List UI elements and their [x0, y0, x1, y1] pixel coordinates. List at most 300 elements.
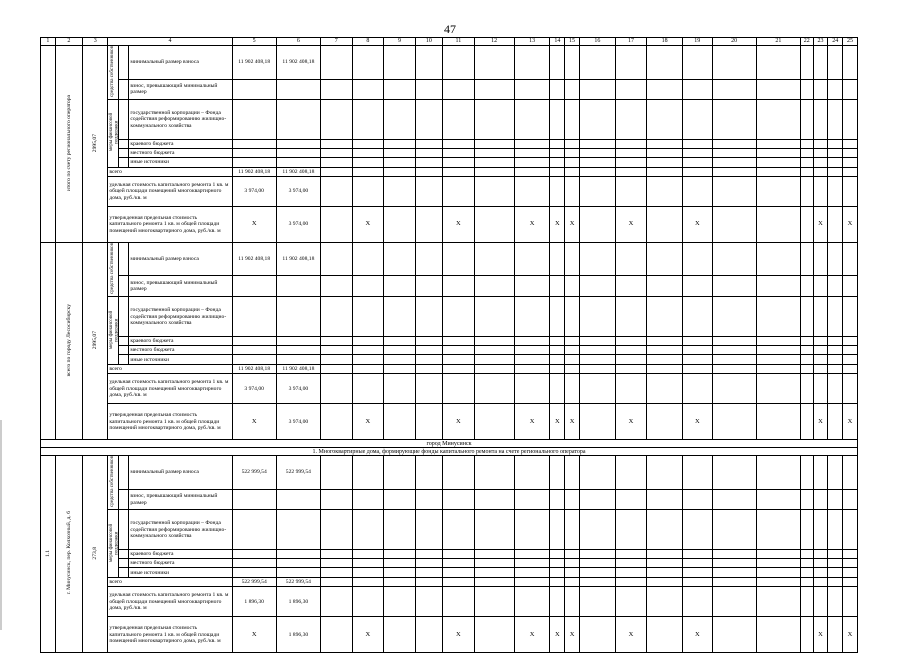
table-cell — [565, 297, 580, 337]
header-cell: 17 — [615, 38, 647, 46]
table-cell — [514, 177, 550, 207]
table-cell — [712, 207, 756, 243]
table-row — [41, 275, 858, 296]
table-cell — [321, 158, 353, 168]
table-cell — [843, 168, 858, 177]
table-cell — [276, 489, 320, 509]
table-cell — [800, 578, 813, 587]
table-cell — [843, 140, 858, 149]
table-cell — [565, 587, 580, 617]
table-cell — [550, 140, 565, 149]
table-cell — [276, 346, 320, 355]
table-cell — [474, 550, 514, 559]
support-group-text: меры финансовой поддержки — [109, 113, 120, 152]
table-cell — [276, 355, 320, 365]
table-cell — [514, 337, 550, 346]
header-cell: 9 — [384, 38, 416, 46]
support-group-text: меры финансовой поддержки — [109, 523, 120, 562]
row-label: краевого бюджета — [129, 140, 232, 149]
table-cell — [565, 355, 580, 365]
table-cell — [474, 568, 514, 578]
table-cell — [683, 365, 712, 374]
table-row — [41, 559, 858, 568]
table-cell — [474, 158, 514, 168]
table-cell — [756, 158, 800, 168]
row-label: государственной корпорации – Фонда содействия реформированию жилищно-коммунального хозяйства — [129, 297, 232, 337]
table-cell — [800, 149, 813, 158]
table-cell — [232, 275, 276, 296]
table-cell — [232, 355, 276, 365]
table-cell — [474, 149, 514, 158]
table-cell — [514, 456, 550, 490]
table-cell — [232, 346, 276, 355]
table-cell — [384, 374, 416, 404]
table-cell — [474, 297, 514, 337]
table-cell — [615, 158, 647, 168]
table-cell — [828, 168, 843, 177]
table-cell — [756, 140, 800, 149]
table-row — [41, 346, 858, 355]
table-cell — [800, 100, 813, 140]
table-cell — [579, 355, 615, 365]
value-cell: 11 902 408,18 — [232, 243, 276, 276]
row-label: иные источники — [129, 355, 232, 365]
table-cell — [565, 346, 580, 355]
table-cell — [683, 337, 712, 346]
row-label: взнос, превышающий минимальный размер — [129, 79, 232, 99]
table-cell — [647, 177, 683, 207]
x-mark: X — [514, 617, 550, 653]
table-row — [41, 100, 858, 140]
table-cell — [843, 346, 858, 355]
table-cell — [232, 100, 276, 140]
table-cell — [352, 365, 384, 374]
table-cell — [474, 355, 514, 365]
table-cell — [232, 158, 276, 168]
header-cell: 5 — [232, 38, 276, 46]
table-row — [41, 510, 858, 550]
table-cell — [321, 275, 353, 296]
table-cell — [683, 510, 712, 550]
table-cell — [415, 346, 442, 355]
table-cell — [647, 617, 683, 653]
table-cell — [756, 337, 800, 346]
table-cell — [565, 489, 580, 509]
table-cell — [712, 140, 756, 149]
table-cell — [683, 550, 712, 559]
table-cell — [443, 243, 475, 276]
header-cell: 7 — [321, 38, 353, 46]
table-cell — [843, 46, 858, 80]
header-cell: 13 — [514, 38, 550, 46]
table-cell — [443, 355, 475, 365]
table-cell — [443, 275, 475, 296]
table-row — [41, 365, 858, 374]
table-row — [41, 177, 858, 207]
table-cell — [683, 158, 712, 168]
table-cell — [579, 346, 615, 355]
row-label: государственной корпорации – Фонда содействия реформированию жилищно-коммунального хозяйства — [129, 100, 232, 140]
table-cell — [828, 587, 843, 617]
table-cell — [813, 346, 828, 355]
table-cell — [415, 79, 442, 99]
table-cell — [756, 46, 800, 80]
table-row — [41, 46, 858, 80]
table-cell — [232, 337, 276, 346]
table-cell — [843, 587, 858, 617]
table-cell — [352, 79, 384, 99]
table-cell — [514, 297, 550, 337]
header-cell: 1 — [41, 38, 56, 46]
table-cell — [800, 587, 813, 617]
table-cell — [321, 568, 353, 578]
table-cell — [683, 140, 712, 149]
table-cell — [565, 365, 580, 374]
table-cell — [579, 550, 615, 559]
table-cell — [712, 559, 756, 568]
area-value — [83, 46, 108, 243]
object-name-text: всего по городу Лесосибирску — [65, 303, 72, 377]
table-cell — [474, 456, 514, 490]
table-cell — [683, 275, 712, 296]
table-cell — [647, 587, 683, 617]
table-cell — [828, 297, 843, 337]
value-cell: 11 902 408,18 — [276, 365, 320, 374]
table-cell — [683, 79, 712, 99]
x-mark: X — [352, 404, 384, 440]
table-cell — [415, 550, 442, 559]
table-cell — [647, 404, 683, 440]
table-cell — [647, 149, 683, 158]
area-value-text: 273,8 — [92, 546, 99, 560]
table-cell — [843, 578, 858, 587]
table-cell — [756, 510, 800, 550]
table-cell — [514, 100, 550, 140]
table-cell — [474, 404, 514, 440]
owners-funds-group — [108, 46, 119, 100]
table-cell — [615, 140, 647, 149]
table-cell — [118, 275, 129, 296]
object-name — [55, 456, 82, 653]
value-cell: 3 974,00 — [276, 207, 320, 243]
table-cell — [321, 404, 353, 440]
header-cell: 19 — [683, 38, 712, 46]
table-cell — [712, 568, 756, 578]
table-cell — [579, 297, 615, 337]
x-mark: X — [615, 617, 647, 653]
table-row — [41, 617, 858, 653]
table-cell — [579, 568, 615, 578]
table-cell — [843, 559, 858, 568]
table-cell — [800, 355, 813, 365]
table-cell — [443, 346, 475, 355]
table-cell — [321, 177, 353, 207]
table-cell — [321, 140, 353, 149]
value-cell: 522 999,54 — [232, 578, 276, 587]
table-cell — [647, 374, 683, 404]
area-value — [83, 456, 108, 653]
table-cell — [232, 510, 276, 550]
table-cell — [276, 140, 320, 149]
table-cell — [615, 100, 647, 140]
table-cell — [683, 100, 712, 140]
table-cell — [579, 79, 615, 99]
table-cell — [756, 617, 800, 653]
table-cell — [276, 550, 320, 559]
table-cell — [800, 365, 813, 374]
table-cell — [683, 587, 712, 617]
table-cell — [443, 297, 475, 337]
table-cell — [756, 355, 800, 365]
table-cell — [579, 510, 615, 550]
table-cell — [843, 297, 858, 337]
table-cell — [474, 510, 514, 550]
table-cell — [828, 140, 843, 149]
table-cell — [712, 550, 756, 559]
table-cell — [813, 568, 828, 578]
value-cell: 3 974,00 — [276, 374, 320, 404]
support-group-text: меры финансовой поддержки — [109, 310, 120, 349]
table-cell — [579, 168, 615, 177]
table-cell — [800, 489, 813, 509]
table-cell — [615, 365, 647, 374]
table-cell — [683, 456, 712, 490]
table-cell — [474, 275, 514, 296]
table-cell — [474, 243, 514, 276]
table-cell — [828, 275, 843, 296]
table-cell — [443, 510, 475, 550]
table-cell — [800, 510, 813, 550]
table-cell — [550, 297, 565, 337]
table-cell — [474, 578, 514, 587]
table-cell — [565, 158, 580, 168]
table-cell — [813, 355, 828, 365]
table-cell — [813, 578, 828, 587]
table-cell — [384, 168, 416, 177]
table-cell — [352, 550, 384, 559]
table-cell — [352, 243, 384, 276]
table-cell — [384, 337, 416, 346]
city-row — [41, 440, 858, 448]
table-cell — [415, 456, 442, 490]
x-mark: X — [843, 207, 858, 243]
table-cell — [565, 510, 580, 550]
table-cell — [615, 355, 647, 365]
table-cell — [712, 297, 756, 337]
table-cell — [565, 337, 580, 346]
table-cell — [647, 297, 683, 337]
row-number — [41, 456, 56, 653]
table-cell — [415, 46, 442, 80]
owners-funds-group-text: средства собственников — [110, 456, 116, 508]
row-label: местного бюджета — [129, 149, 232, 158]
table-cell — [756, 346, 800, 355]
value-cell: 11 902 408,18 — [276, 46, 320, 80]
table-cell — [800, 374, 813, 404]
table-cell — [615, 510, 647, 550]
table-cell — [647, 158, 683, 168]
table-cell — [415, 149, 442, 158]
table-cell — [579, 456, 615, 490]
table-cell — [828, 207, 843, 243]
table-cell — [550, 355, 565, 365]
table-cell — [828, 177, 843, 207]
table-cell — [384, 365, 416, 374]
table-cell — [474, 140, 514, 149]
table-cell — [800, 177, 813, 207]
table-cell — [756, 587, 800, 617]
table-cell — [615, 578, 647, 587]
table-cell — [321, 79, 353, 99]
table-row — [41, 578, 858, 587]
table-cell — [843, 365, 858, 374]
table-cell — [647, 510, 683, 550]
table-cell — [550, 587, 565, 617]
table-cell — [321, 587, 353, 617]
table-cell — [756, 149, 800, 158]
table-cell — [615, 337, 647, 346]
x-mark: X — [514, 404, 550, 440]
table-cell — [579, 365, 615, 374]
row-label: минимальный размер взноса — [129, 456, 232, 490]
table-cell — [474, 617, 514, 653]
table-cell — [579, 149, 615, 158]
table-cell — [615, 297, 647, 337]
table-cell — [118, 46, 129, 80]
table-cell — [443, 587, 475, 617]
header-cell: 16 — [579, 38, 615, 46]
x-mark: X — [615, 404, 647, 440]
table-cell — [647, 559, 683, 568]
header-row — [41, 38, 858, 46]
table-cell — [843, 100, 858, 140]
table-cell — [647, 355, 683, 365]
table-cell — [800, 404, 813, 440]
table-cell — [615, 275, 647, 296]
table-cell — [550, 275, 565, 296]
table-cell — [550, 243, 565, 276]
header-cell: 23 — [813, 38, 828, 46]
table-cell — [352, 578, 384, 587]
table-cell — [443, 568, 475, 578]
table-cell — [550, 46, 565, 80]
row-label: местного бюджета — [129, 346, 232, 355]
area-value-text: 2995,07 — [92, 330, 99, 350]
x-mark: X — [550, 207, 565, 243]
table-cell — [828, 100, 843, 140]
table-cell — [579, 243, 615, 276]
table-cell — [647, 337, 683, 346]
table-cell — [352, 100, 384, 140]
table-cell — [118, 489, 129, 509]
table-cell — [443, 46, 475, 80]
header-cell: 6 — [276, 38, 320, 46]
table-cell — [615, 568, 647, 578]
table-cell — [276, 149, 320, 158]
table-cell — [514, 346, 550, 355]
table-cell — [443, 559, 475, 568]
table-cell — [813, 374, 828, 404]
table-cell — [384, 346, 416, 355]
table-cell — [514, 578, 550, 587]
x-mark: X — [843, 404, 858, 440]
table-cell — [443, 337, 475, 346]
table-cell — [647, 79, 683, 99]
x-mark: X — [232, 207, 276, 243]
table-cell — [232, 140, 276, 149]
row-label: взнос, превышающий минимальный размер — [129, 489, 232, 509]
table-cell — [550, 489, 565, 509]
value-cell: 11 902 408,18 — [232, 168, 276, 177]
table-cell — [474, 346, 514, 355]
table-cell — [813, 158, 828, 168]
table-cell — [615, 587, 647, 617]
table-cell — [415, 374, 442, 404]
table-cell — [843, 374, 858, 404]
table-cell — [118, 243, 129, 276]
table-cell — [647, 346, 683, 355]
value-cell: 3 974,00 — [232, 177, 276, 207]
table-cell — [514, 168, 550, 177]
table-cell — [647, 456, 683, 490]
table-cell — [683, 243, 712, 276]
table-cell — [683, 559, 712, 568]
table-cell — [647, 100, 683, 140]
object-name-text: г. Минусинск, пер. Колхозный, д. 6 — [65, 511, 72, 595]
table-cell — [415, 158, 442, 168]
table-cell — [683, 297, 712, 337]
header-cell: 25 — [843, 38, 858, 46]
table-cell — [828, 578, 843, 587]
table-cell — [415, 275, 442, 296]
table-cell — [474, 79, 514, 99]
table-cell — [474, 100, 514, 140]
table-cell — [712, 489, 756, 509]
table-cell — [352, 456, 384, 490]
table-cell — [514, 550, 550, 559]
table-cell — [384, 404, 416, 440]
table-cell — [415, 510, 442, 550]
table-cell — [514, 510, 550, 550]
table-cell — [352, 275, 384, 296]
table-cell — [474, 168, 514, 177]
table-cell — [683, 346, 712, 355]
table-cell — [756, 489, 800, 509]
table-cell — [550, 510, 565, 550]
table-cell — [384, 456, 416, 490]
x-mark: X — [683, 207, 712, 243]
table-cell — [683, 489, 712, 509]
x-mark: X — [514, 207, 550, 243]
table-cell — [443, 456, 475, 490]
table-row — [41, 207, 858, 243]
x-mark: X — [232, 404, 276, 440]
header-cell: 12 — [474, 38, 514, 46]
table-cell — [352, 559, 384, 568]
table-cell — [647, 578, 683, 587]
table-cell — [415, 568, 442, 578]
table-cell — [321, 617, 353, 653]
value-cell: 522 999,54 — [276, 456, 320, 490]
table-cell — [843, 355, 858, 365]
table-cell — [443, 550, 475, 559]
table-cell — [384, 587, 416, 617]
table-cell — [712, 177, 756, 207]
table-cell — [321, 365, 353, 374]
table-cell — [712, 365, 756, 374]
row-label: удельная стоимость капитального ремонта 1 кв. м общей площади помещений многоквартирного дома, руб./кв. м — [108, 177, 232, 207]
table-cell — [843, 177, 858, 207]
